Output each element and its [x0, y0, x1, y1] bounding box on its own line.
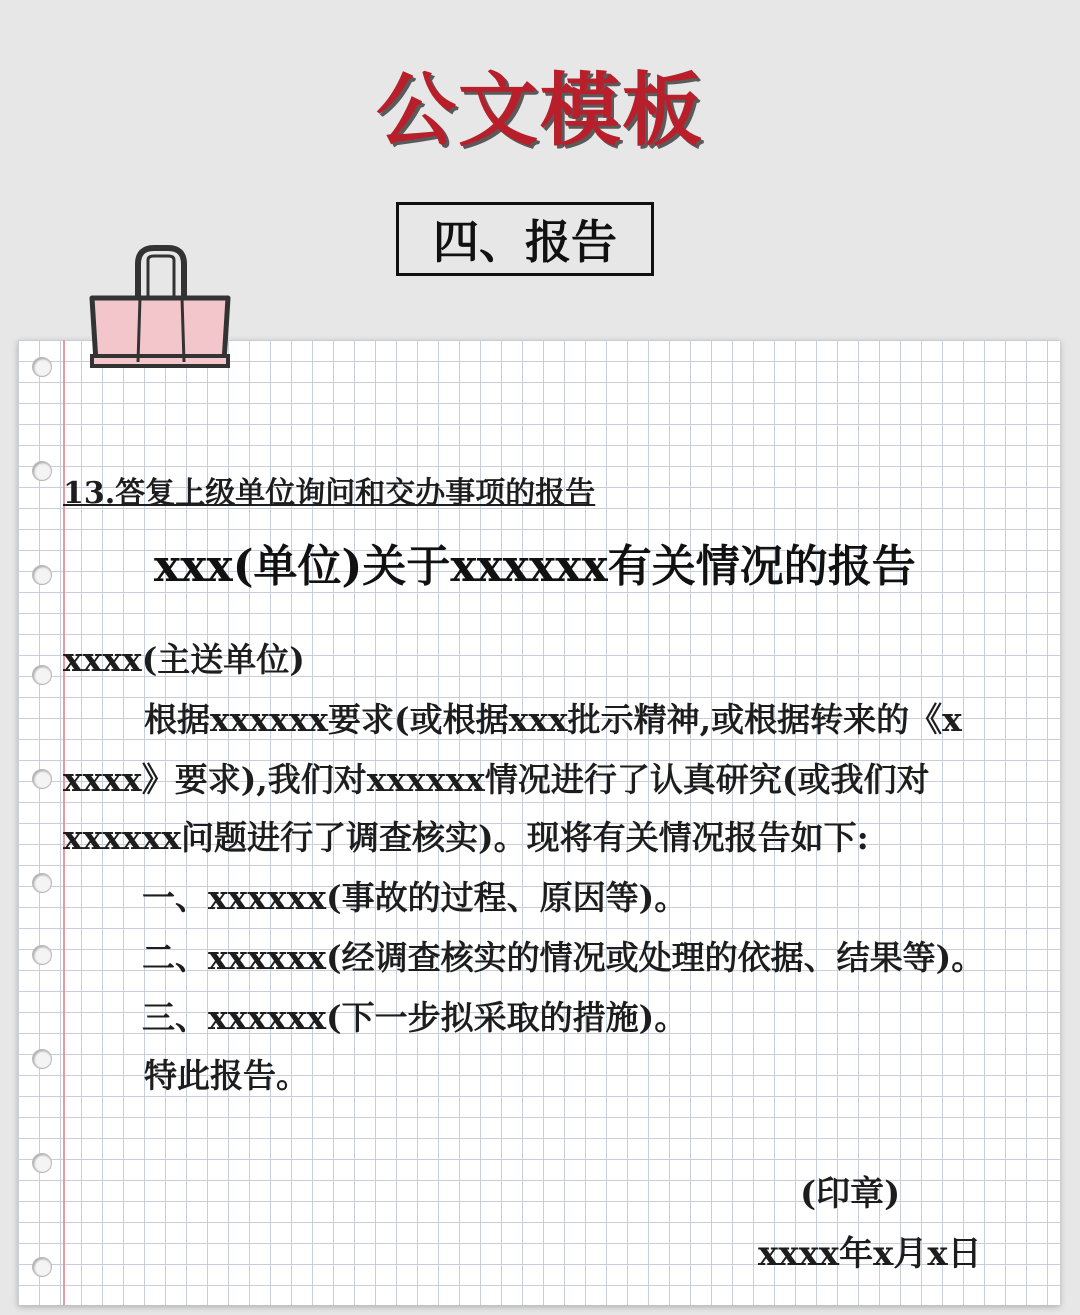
list-item: 三、xxxxxx(下一步拟采取的措施)。: [142, 998, 688, 1037]
closing-line: 特此报告。: [144, 1056, 309, 1095]
punch-hole-icon: [32, 873, 52, 893]
list-item: 一、xxxxxx(事故的过程、原因等)。: [142, 878, 688, 917]
punch-hole-icon: [32, 769, 52, 789]
punch-hole-icon: [32, 1153, 52, 1173]
section-label-box: [396, 202, 654, 276]
document-subheading: 13.答复上级单位询问和交办事项的报告: [63, 476, 596, 511]
list-item: 二、xxxxxx(经调查核实的情况或处理的依据、结果等)。: [142, 938, 985, 977]
body-paragraph-line: xxxx》要求),我们对xxxxxx情况进行了认真研究(或我们对: [63, 760, 930, 799]
report-title: xxx(单位)关于xxxxxx有关情况的报告: [154, 541, 916, 592]
punch-hole-icon: [32, 357, 52, 377]
punch-hole-icon: [32, 1257, 52, 1277]
punch-hole-icon: [32, 565, 52, 585]
section-label: 四、报告: [433, 215, 617, 269]
punch-hole-icon: [32, 461, 52, 481]
body-paragraph-line: 根据xxxxxx要求(或根据xxx批示精神,或根据转来的《x: [144, 700, 962, 739]
punch-hole-icon: [32, 665, 52, 685]
seal-placeholder: (印章): [800, 1174, 901, 1214]
grid-paper: [18, 340, 1060, 1305]
document-date: xxxx年x月x日: [758, 1234, 982, 1274]
page-title: 公文模板: [376, 63, 704, 157]
body-paragraph-line: xxxxxx问题进行了调查核实)。现将有关情况报告如下:: [63, 818, 869, 857]
punch-hole-icon: [32, 945, 52, 965]
recipient-line: xxxx(主送单位): [63, 640, 305, 679]
punch-hole-icon: [32, 1049, 52, 1069]
binder-clip-icon: [88, 244, 232, 370]
